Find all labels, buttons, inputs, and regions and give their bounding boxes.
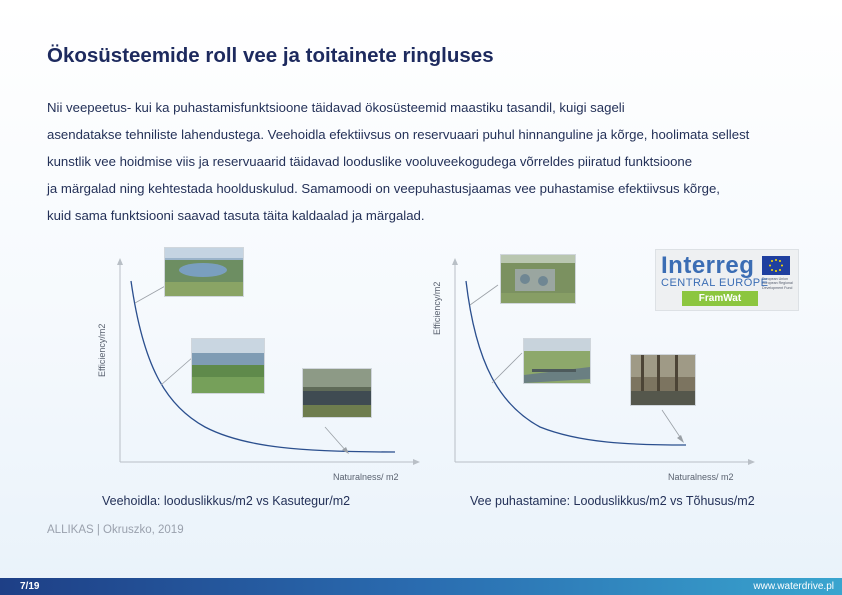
- paragraph-line: kuid sama funktsiooni saavad tasuta täita kaldaalad ja märgalad.: [47, 208, 425, 223]
- pointer-line: [662, 410, 682, 440]
- pointer-line: [135, 285, 167, 303]
- x-axis-label: Naturalness/ m2: [668, 472, 734, 482]
- wetland-meadow-photo: [191, 338, 265, 394]
- y-axis-label: Efficiency/m2: [97, 323, 107, 377]
- right-chart-caption: Vee puhastamine: Looduslikkus/m2 vs Tõhusus/m2: [470, 494, 755, 508]
- pointer-line: [470, 285, 498, 305]
- riverbank-channel-photo: [523, 338, 591, 384]
- pointer-line: [325, 427, 347, 452]
- pointer-line: [161, 357, 193, 385]
- treatment-plant-photo: [500, 254, 576, 304]
- left-chart-caption: Veehoidla: looduslikkus/m2 vs Kasutegur/m2: [102, 494, 351, 508]
- source-note: ALLIKAS | Okruszko, 2019: [47, 524, 184, 536]
- logo-program-line: CENTRAL EUROPE: [661, 277, 769, 289]
- y-axis-label: Efficiency/m2: [432, 281, 442, 335]
- website-link[interactable]: www.waterdrive.pl: [753, 581, 834, 592]
- eu-flag-icon: [762, 256, 790, 275]
- logo-wordmark: Interreg: [661, 252, 755, 279]
- intro-paragraph: [47, 94, 837, 229]
- framwat-badge: FramWat: [682, 291, 758, 306]
- pointer-line: [492, 353, 522, 383]
- paragraph-line: ja märgalad ning kehtestada hoolduskulud. Samamoodi on veepuhastusjaamas vee puhastamise efektiivsus kõrge,: [47, 181, 720, 196]
- paragraph-line: asendatakse tehniliste lahendustega. Veehoidla efektiivsus on reservuaari puhul hinnanguline ja kõrge, hoolimata sellest: [47, 127, 750, 142]
- eu-funding-text: European Union European Regional Development Fund: [762, 277, 793, 290]
- paragraph-line: Nii veepeetus- kui ka puhastamisfunktsioone täidavad ökosüsteemid maastiku tasandil, kuigi sageli: [47, 100, 625, 115]
- river-forest-photo: [302, 368, 372, 418]
- reservoir-aerial-photo: [164, 247, 244, 297]
- slide-title: Ökosüsteemide roll vee ja toitainete ringluses: [47, 44, 494, 67]
- footer-bar: [0, 578, 842, 595]
- paragraph-line: kunstlik vee hoidmise viis ja reservuaarid täidavad looduslike vooluveekogudega võrreldes piiratud funktsioone: [47, 154, 693, 169]
- flooded-forest-photo: [630, 354, 696, 406]
- page-number: 7/19: [20, 581, 40, 592]
- interreg-logo: [655, 249, 799, 311]
- x-axis-label: Naturalness/ m2: [333, 472, 399, 482]
